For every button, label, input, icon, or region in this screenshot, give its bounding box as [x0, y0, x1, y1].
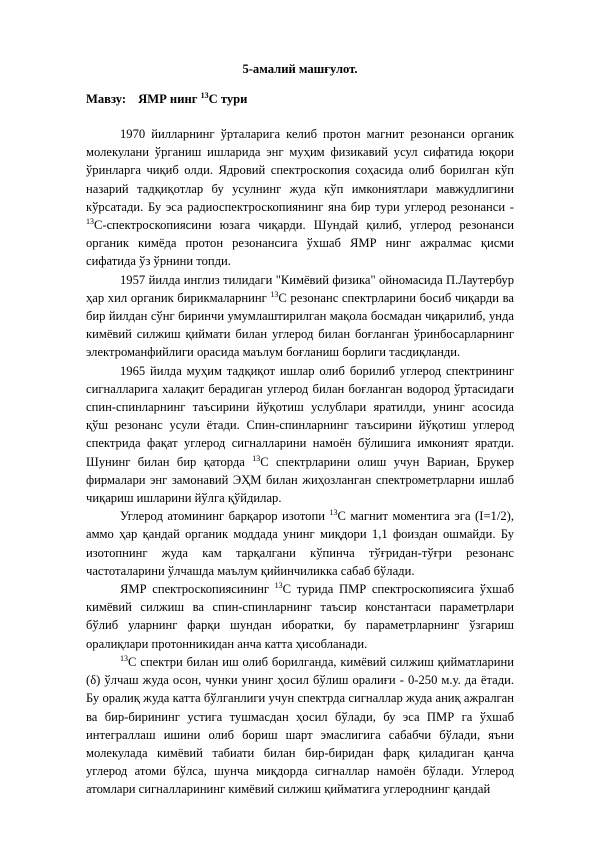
- paragraph-text: С-спектроскопиясини юзага чиқарди. Шундай қилиб, углерод резонанси органик кимёда протон резонансига ўхшаб ЯМР нинг ажралмас қисми сифатида ўз ўрнини топди.: [86, 218, 514, 269]
- isotope-superscript: 13: [329, 508, 338, 518]
- paragraph: [86, 580, 514, 653]
- isotope-superscript: 13: [86, 217, 94, 227]
- paragraph-text: 1957 йилда инглиз тилидаги "Кимёвий физика" ойномасида П.Лаутербур ҳар хил органик бирикмаларнинг: [86, 272, 514, 305]
- paragraph-text: 1970 йилларнинг ўрталарига келиб протон магнит резонанси органик молекулани ўрганиш ишларида энг муҳим физикавий усул сифатида юқори ўринларга чиқиб олди. Ядровий спектроскопия соҳасида олиб борилган кўп назарий тадқиқотлар бу усулнинг жуда кўп имкониятлари мавжудлигини кўрсатади. Бу эса радиоспектроскопиянинг яна бир тури углерод резонанси -: [86, 127, 514, 214]
- paragraph: [86, 653, 514, 799]
- paragraph-text: С спектри билан иш олиб борилганда, кимёвий силжиш қийматларини (δ) ўлчаш жуда осон, чунки унинг ҳосил бўлиш оралиғи - 0-250 м.у. да ётади. Бу оралиқ жуда катта бўлганлиги учун спектрда сигналлар жуда аниқ ажралган ва бир-бирининг устига тушмасдан ҳосил бўлади, бу эса ПМР га ўхшаб интеграллаш ишини олиб бориш шарт эмаслигига сабабчи бўлади, яъни молекулада кимёвий табиати билан бир-биридан фарқ қиладиган қанча углерод атоми бўлса, шунча миқдорда сигналлар намоён бўлади. Углерод атомлари сигналларининг кимёвий силжиш қийматига углероднинг қандай: [86, 654, 514, 797]
- paragraph-text: Углерод атомининг барқарор изотопи: [120, 509, 330, 524]
- subject-label: Мавзу:: [86, 92, 127, 106]
- paragraph-text: С турида ПМР спектроскопиясига ўхшаб кимёвий силжиш ва спин-спинларнинг таъсир константаси параметрлари бўлиб уларнинг фарқи шундан иборатки, бу параметрларнинг ўзгариш оралиқлари протонникидан анча катта ҳисобланади.: [86, 582, 514, 651]
- paragraph: [86, 271, 514, 362]
- subject-superscript: 13: [200, 91, 209, 100]
- paragraph-text: С спектрларини олиш учун Вариан, Брукер фирмалари энг замонавий ЭҲМ билан жиҳозланган спектрометрларни ишлаб чиқариш ишларини йўлга қўйдилар.: [86, 454, 514, 506]
- paragraph-text: ЯМР спектроскопиясининг: [120, 582, 275, 597]
- body-text: [86, 125, 514, 799]
- subject-line: [86, 90, 514, 108]
- paragraph-text: С магнит моментига эга (I=1/2), аммо ҳар қандай органик моддада унинг миқдори 1,1 фоиздан ошмайди. Бу изотопнинг жуда кам тарқалгани кўпинча тўғридан-тўғри резонанс частоталарини ўлчашда маълум қийинчиликка сабаб бўлади.: [86, 509, 514, 578]
- subject-text-after: С тури: [208, 92, 248, 106]
- isotope-superscript: 13: [274, 581, 283, 591]
- paragraph-text: 1965 йилда муҳим тадқиқот ишлар олиб борилиб углерод спектрининг сигналларига халақит берадиган углерод билан боғланган водород ўртасидаги спин-спинларнинг таъсирини йўқотиш услублари яратилди, унинг асосида қўш резонанс усули ётади. Спин-спинларнинг таъсирини йўқотиш углерод спектрида фақат углерод сигналларини намоён бўлишига имконият яратди. Шунинг билан бир қаторда: [86, 363, 514, 469]
- page-title: 5-амалий машғулот.: [242, 62, 358, 76]
- paragraph-text: С резонанс спектрларини босиб чиқарди ва бир йилдан сўнг биринчи умумлаштирилган мақола босмадан чиқарилиб, унда кимёвий силжиш қиймати билан углерод билан боғланган ўринбосарларнинг электроманфийлиги орасида маълум боғланиш борлиги тасдиқланди.: [86, 290, 514, 360]
- isotope-superscript: 13: [252, 453, 261, 463]
- isotope-superscript: 13: [270, 289, 279, 299]
- paragraph: [86, 125, 514, 271]
- subject-text-before: ЯМР нинг: [138, 92, 201, 106]
- isotope-superscript: 13: [120, 653, 128, 663]
- paragraph: [86, 507, 514, 580]
- paragraph: [86, 362, 514, 508]
